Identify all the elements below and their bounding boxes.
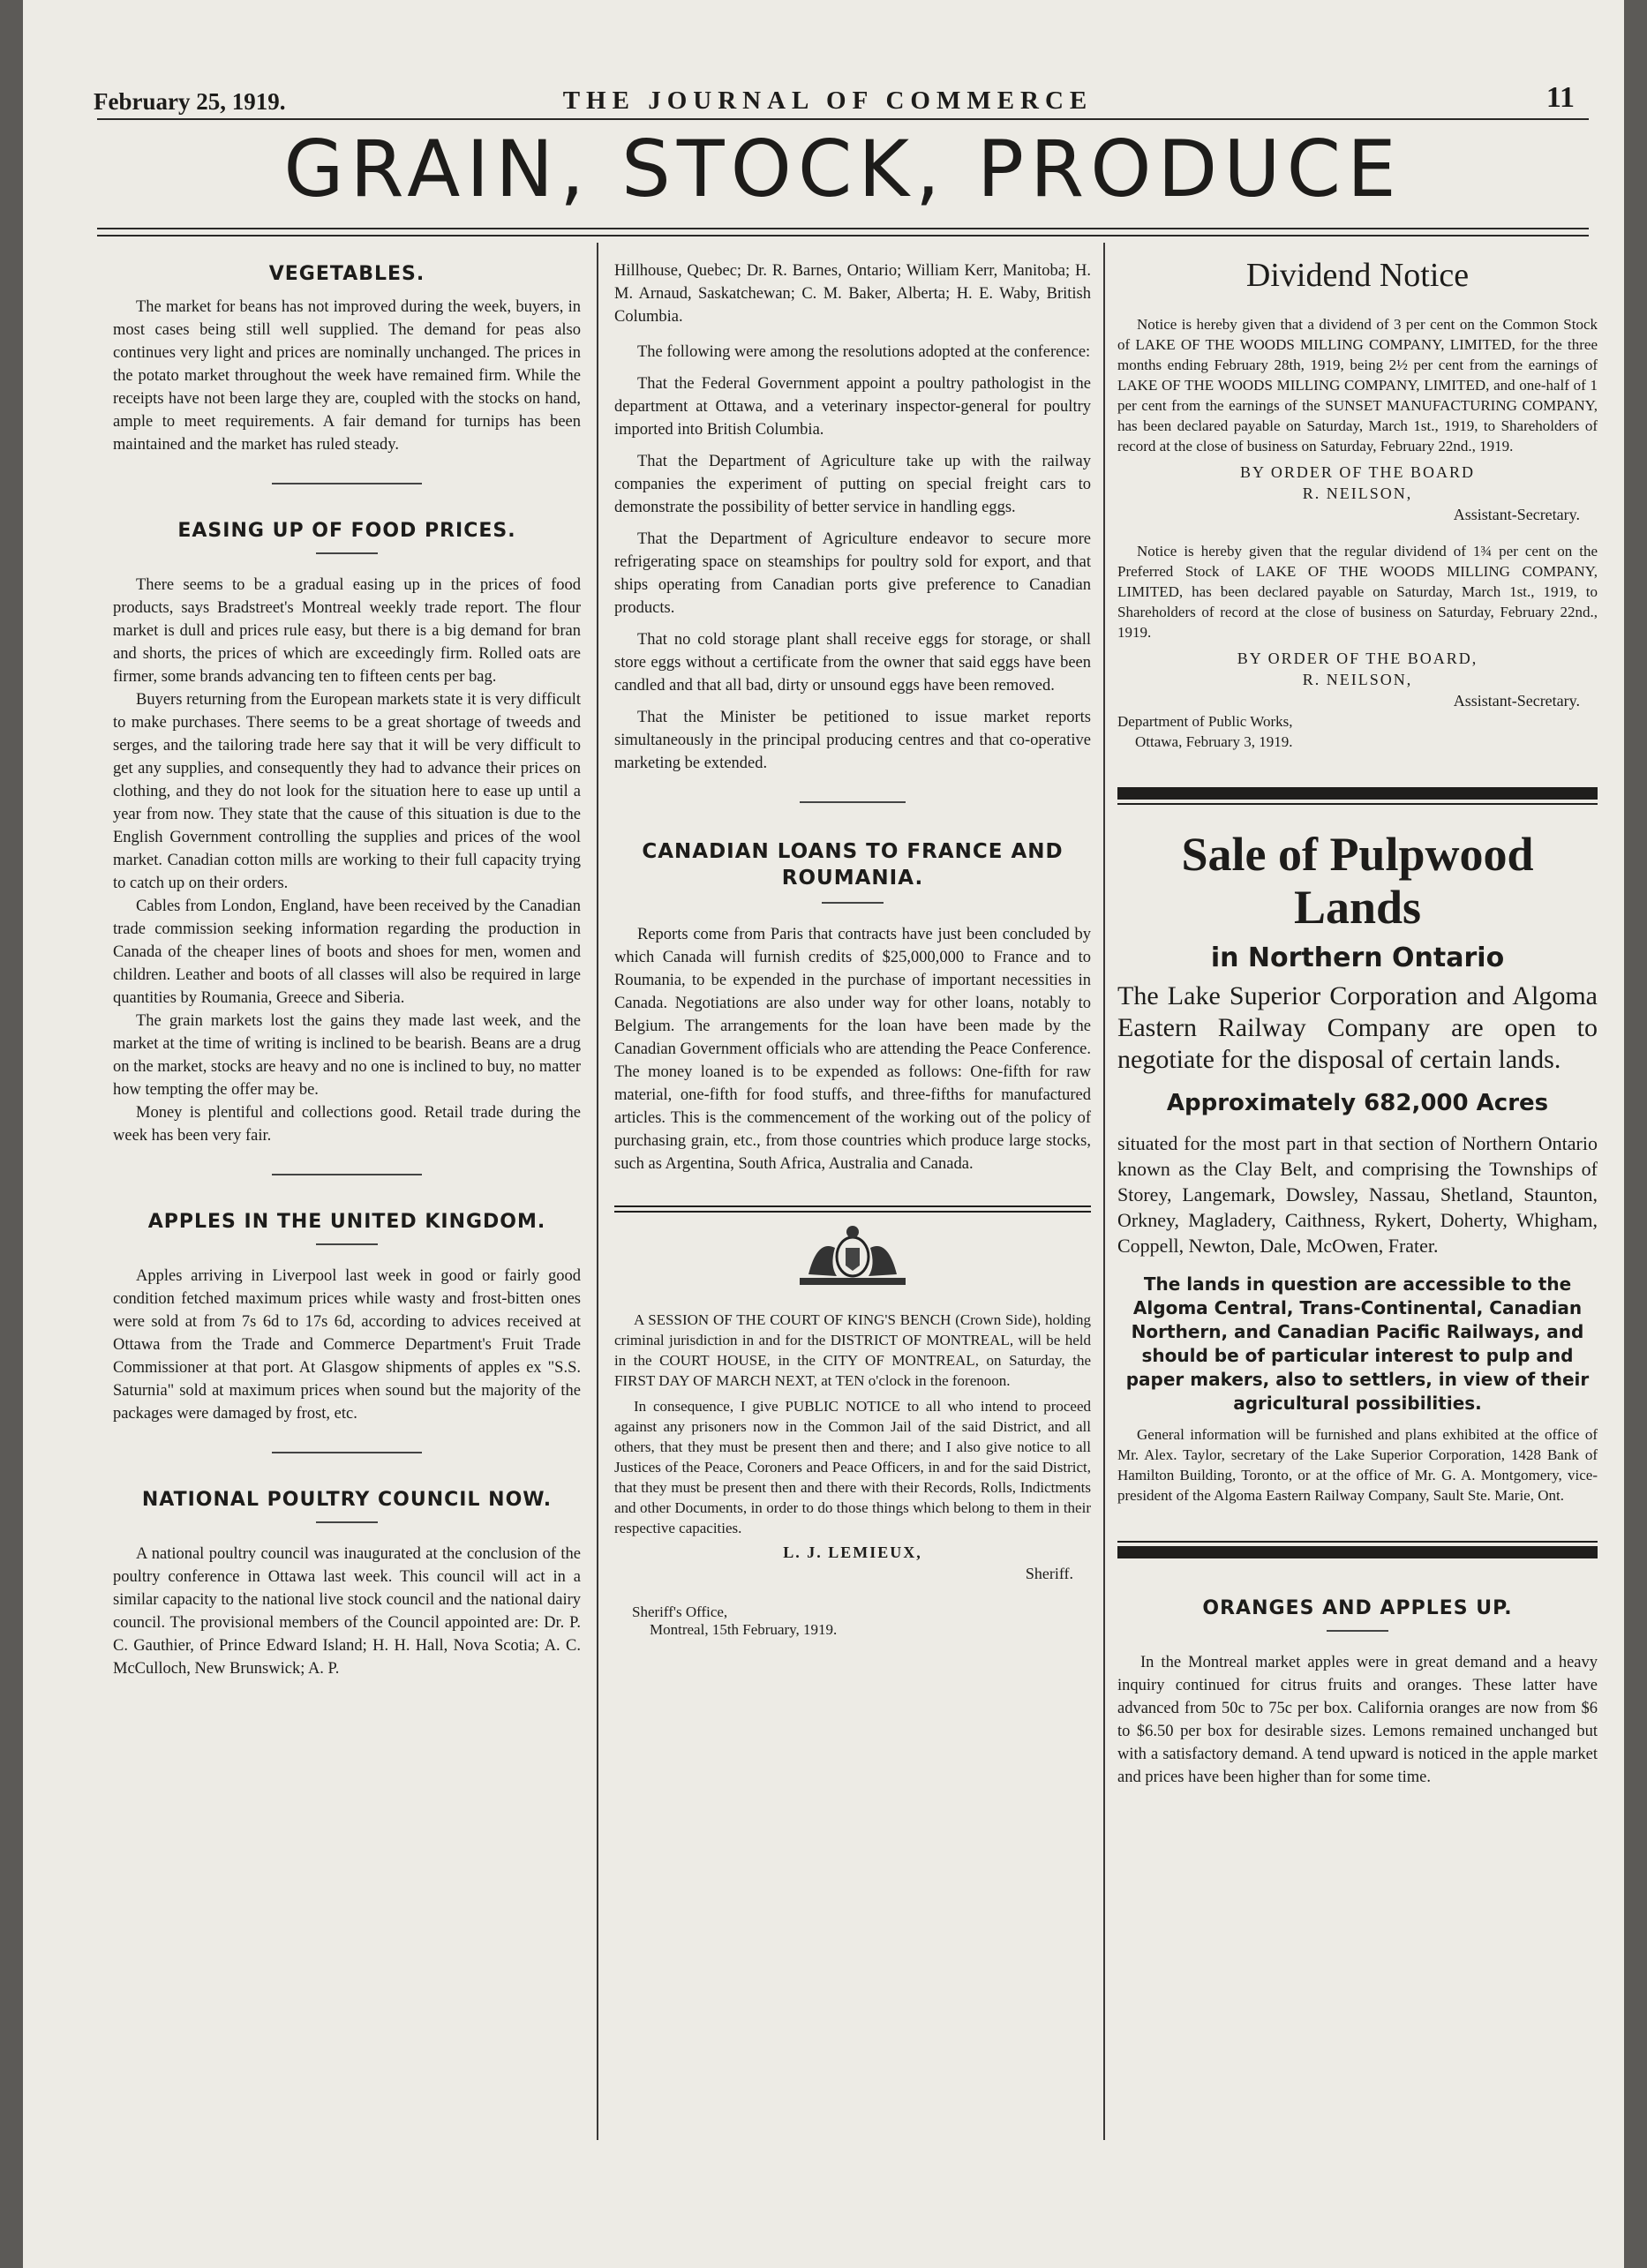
easing-food-prices-heading: EASING UP OF FOOD PRICES.	[177, 520, 516, 542]
dividend-notice-p1: Notice is hereby given that a dividend of 3 per cent on the Common Stock of LAKE OF THE WOODS MILLING COMPANY, LIMITED, for the three months ending February 28th, 1919, being 2½ per cent from the earnings of LAKE OF THE WOODS MILLING COMPANY, LIMITED, and one-half of 1 per cent from the earnings of the SUNSET MANUFACTURING COMPANY, has been declared payable on Saturday, March 1st., 1919, to Shareholders of record at the close of business on Saturday, February 22nd., 1919.	[1117, 316, 1598, 454]
vegetables-text: The market for beans has not improved during the week, buyers, in most cases being still well supplied. The demand for peas also continues very light and prices are nominally unchanged. The prices in the potato market throughout the week have remained firm. While the receipts have not been large they are, coupled with the stocks on hand, ample to meet requirements. A fair demand for turnips has been maintained and the market has ruled steady.	[113, 298, 581, 454]
sheriff-office-date: Montreal, 15th February, 1919.	[650, 1621, 838, 1638]
dividend-notice-p2: Notice is hereby given that the regular dividend of 1¾ per cent on the Preferred Stock of LAKE OF THE WOODS MILLING COMPANY, LIMITED, has been declared payable on Saturday, March 1st., 1919, to Shareholders of record at the close of business on Saturday, February 22nd., 1919.	[1117, 543, 1598, 641]
title-rule-top	[97, 228, 1589, 229]
easing-p2: Buyers returning from the European markets state it is very difficult to make purchases. There seems to be a great shortage of tweeds and serges, and the tailoring trade here say that it will be very difficult to get any supplies, and consequently they had to advance their prices on clothing, and they do not look for the situation here to ease up until a year from now. They state that the cause of this situation is due to the English Government controlling the supplies and prices of the wool market. Canadian cotton mills are working to their full capacity trying to catch up on their orders.	[113, 691, 581, 892]
column-1	[113, 256, 581, 1680]
apples-uk-text: Apples arriving in Liverpool last week in good or fairly good condition fetched maximum prices while wasty and frost-bitten ones were sold at from 7s 6d to 17s 6d, according to advices received at Ottawa from the Trade and Commerce Department's Fruit Trade Commissioner at that port. At Glasgow shipments of apples ex "S.S. Saturnia" sold at maximum prices when sound but the majority of the packages were damaged by frost, etc.	[113, 1267, 581, 1423]
sheriff-title: Sheriff.	[1025, 1565, 1073, 1582]
acreage: Approximately 682,000 Acres	[1166, 1090, 1549, 1116]
poultry-council-continued: Hillhouse, Quebec; Dr. R. Barnes, Ontario; William Kerr, Manitoba; H. M. Arnaud, Saskatchewan; C. M. Baker, Alberta; H. E. Waby, British Columbia.	[614, 262, 1091, 326]
court-notice-p1: A SESSION OF THE COURT OF KING'S BENCH (Crown Side), holding criminal jurisdiction in and for the DISTRICT OF MONTREAL, will be held in the COURT HOUSE, in the CITY OF MONTREAL, on Saturday, the FIRST DAY OF MARCH NEXT, at TEN o'clock in the forenoon.	[614, 1311, 1091, 1389]
pulpwood-sale-townships: situated for the most part in that section of Northern Ontario known as the Clay Belt, and comprising the Townships of Storey, Langemark, Dowsley, Nassau, Shetland, Staunton, Orkney, Magladery, Caithness, Rykert, Doherty, Whigham, Coppell, Newton, Dale, McOwen, Frater.	[1117, 1132, 1598, 1257]
pulpwood-sale-info: General information will be furnished and plans exhibited at the office of Mr. Alex. Taylor, secretary of the Lake Superior Corporation, 1428 Bank of Hamilton Building, Toronto, or at the office of Mr. G. A. Montgomery, vice-president of the Algoma Eastern Railway Company, Sault Ste. Marie, Ont.	[1117, 1426, 1598, 1504]
canadian-loans-heading: CANADIAN LOANS TO FRANCE AND ROUMANIA.	[642, 840, 1064, 890]
header-rule	[97, 118, 1589, 120]
easing-p3: Cables from London, England, have been received by the Canadian trade commission seeking information regarding the production in Canada of the cheaper lines of boots and shoes for men, women and children. Leather and boots of all classes will also be required in large quantities by Roumania, Greece and Siberia.	[113, 897, 581, 1007]
easing-p5: Money is plentiful and collections good. Retail trade during the week has been very fair.	[113, 1104, 581, 1145]
poultry-council-text: A national poultry council was inaugurated at the conclusion of the poultry conference in Ottawa last week. This council will act in a similar capacity to the national live stock council and the national dairy council. The provisional members of the Council appointed are: Dr. P. C. Gauthier, of Prince Edward Island; H. H. Hall, Nova Scotia; A. C. McCulloch, New Brunswick; A. P.	[113, 1545, 581, 1678]
separator	[272, 483, 422, 484]
column-divider-1	[597, 243, 598, 2140]
poultry-council-heading: NATIONAL POULTRY COUNCIL NOW.	[141, 1489, 553, 1511]
secretary-role-2: Assistant-Secretary.	[1453, 692, 1580, 710]
easing-p1: There seems to be a gradual easing up in the prices of food products, says Bradstreet's Montreal weekly trade report. The flour market is dull and prices rule easy, but there is a big demand for bran and shorts, the prices of which are exceedingly firm. Rolled oats are firmer, some brands advancing ten to fifteen cents per bag.	[113, 576, 581, 686]
oranges-apples-text: In the Montreal market apples were in great demand and a heavy inquiry continued for citrus fruits and oranges. These latter have advanced from 50c to 75c per box. California oranges are now from $6 to $6.50 per box for desirable sizes. Lemons remained unchanged but with a satisfactory demand. A tend upward is noticed in the apple market and prices have been higher than for some time.	[1117, 1654, 1598, 1786]
separator	[800, 801, 906, 803]
resolution-3: That the Department of Agriculture endeavor to secure more refrigerating space on steamships for poultry sold for export, and that ships operating from Canadian ports give preference to Canadian products.	[614, 530, 1091, 617]
column-2	[614, 256, 1091, 1639]
pulpwood-sale-intro: The Lake Superior Corporation and Algoma Eastern Railway Company are open to negotiate for the disposal of certain lands.	[1117, 981, 1598, 1074]
heavy-rule	[1117, 1546, 1598, 1558]
issue-date: February 25, 1919.	[94, 88, 286, 115]
secretary-role: Assistant-Secretary.	[1453, 506, 1580, 523]
secretary-name: R. NEILSON,	[1302, 484, 1413, 502]
rule	[1117, 803, 1598, 805]
journal-name: THE JOURNAL OF COMMERCE	[562, 86, 1094, 115]
separator	[272, 1174, 422, 1175]
pulpwood-sale-title: Sale of Pulpwood Lands	[1181, 828, 1534, 934]
easing-p4: The grain markets lost the gains they made last week, and the market at the time of writing is inclined to be bearish. Beans are a drug on the market, stocks are heavy and no one is inclined to buy, no matter how tempting the offer may be.	[113, 1012, 582, 1099]
court-notice-p2: In consequence, I give PUBLIC NOTICE to all who intend to proceed against any prisoners now in the Common Jail of the said District, and all others, that they must be present then and there; and I also give notice to all Justices of the Peace, Coroners and Peace Officers, in and for the said District, that they must be present then and there with their Records, Rolls, Indictments and other Documents, in order to do those things which belong to them in their respective capacities.	[614, 1398, 1091, 1536]
column-divider-2	[1103, 243, 1105, 2140]
separator	[1327, 1630, 1388, 1632]
separator	[316, 552, 378, 554]
heavy-rule	[1117, 787, 1598, 800]
canadian-loans-text: Reports come from Paris that contracts have just been concluded by which Canada will furnish credits of $25,000,000 to France and to Roumania, to be expended in the purchase of important necessities in Canada. Negotiations are also under way for other loans, notably to Belgium. The arrangements for the loan have been made by the Canadian Government officials who are attending the Peace Conference. The money loaned is to be expended as follows: One-fifth for raw material, one-fifth for food stuffs, and three-fifths for manufactured articles. This is the commencement of the working out of the policy of purchasing grain, etc., from those countries which produce large stocks, such as Argentina, South Africa, Australia and Canada.	[614, 926, 1091, 1173]
page-number: 11	[1545, 81, 1575, 114]
by-order-of-board-2: BY ORDER OF THE BOARD,	[1237, 650, 1478, 667]
rule	[1117, 1541, 1598, 1543]
sheriff-office: Sheriff's Office,	[632, 1603, 728, 1620]
vegetables-heading: VEGETABLES.	[268, 263, 425, 285]
by-order-of-board: BY ORDER OF THE BOARD	[1239, 463, 1476, 481]
department-date: Ottawa, February 3, 1919.	[1135, 733, 1293, 750]
rule	[614, 1211, 1091, 1213]
dividend-notice-heading: Dividend Notice	[1245, 257, 1470, 294]
resolution-5: That the Minister be petitioned to issue market reports simultaneously in the principal producing centres and that co-operative marketing be extended.	[614, 709, 1091, 772]
separator	[316, 1243, 378, 1245]
resolution-2: That the Department of Agriculture take up with the railway companies the experiment of putting on special freight cars to demonstrate the possibility of better service in handling eggs.	[614, 453, 1091, 516]
royal-coat-of-arms-icon	[791, 1221, 914, 1292]
oranges-apples-heading: ORANGES AND APPLES UP.	[1202, 1597, 1513, 1619]
pulpwood-sale-subtitle: in Northern Ontario	[1210, 942, 1505, 973]
rule	[614, 1205, 1091, 1207]
separator	[822, 902, 884, 904]
page-title: GRAIN, STOCK, PRODUCE	[283, 124, 1403, 214]
resolution-1: That the Federal Government appoint a poultry pathologist in the department at Ottawa, and a veterinary inspector-general for poultry imported into British Columbia.	[614, 375, 1091, 439]
page-header	[69, 81, 1587, 116]
pulpwood-sale-railways: The lands in question are accessible to the Algoma Central, Trans-Continental, Canadian Northern, and Canadian Pacific Railways, and should be of particular interest to pulp and paper makers, also to settlers, in view of their agricultural possibilities.	[1125, 1273, 1590, 1414]
column-3	[1117, 256, 1598, 1789]
resolution-4: That no cold storage plant shall receive eggs for storage, or shall store eggs without a certificate from the owner that said eggs have been candled and that all bad, dirty or unsound eggs have been removed.	[614, 631, 1091, 695]
apples-uk-heading: APPLES IN THE UNITED KINGDOM.	[147, 1211, 546, 1233]
separator	[316, 1521, 378, 1523]
resolutions-intro: The following were among the resolutions adopted at the conference:	[637, 343, 1091, 361]
title-rule-bottom	[97, 235, 1589, 237]
sheriff-name: L. J. LEMIEUX,	[783, 1543, 922, 1561]
department: Department of Public Works,	[1117, 713, 1293, 730]
separator	[272, 1452, 422, 1453]
secretary-name-2: R. NEILSON,	[1302, 671, 1413, 688]
